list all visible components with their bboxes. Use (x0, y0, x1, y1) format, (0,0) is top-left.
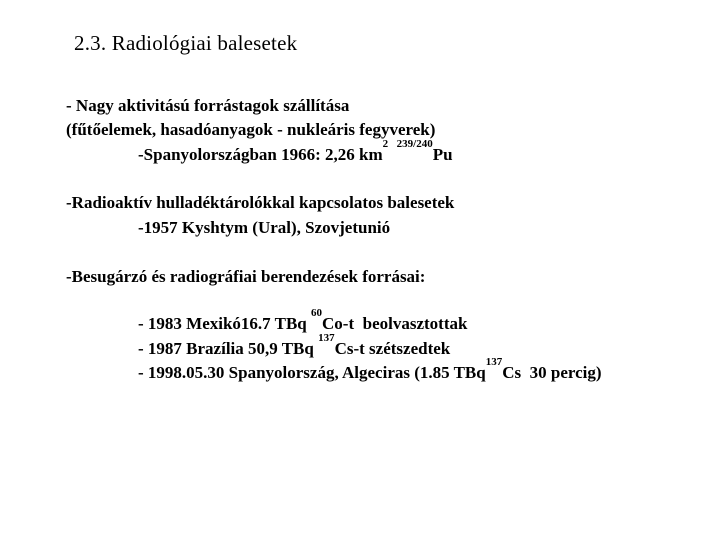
section-3-line-3 (138, 332, 451, 358)
section-1-line-2: (fűtőelemek, hasadóanyagok - nukleáris fegyverek) (66, 120, 436, 139)
cs-isotope-sup-2: 137 (485, 356, 503, 368)
spain-1966-text: -Spanyolországban 1966: 2,26 km (138, 145, 383, 164)
pu-element-text: Pu (432, 145, 453, 164)
section-2-line-1: -Radioaktív hulladéktárolókkal kapcsolatos balesetek (66, 193, 455, 212)
slide-title: 2.3. Radiológiai balesetek (74, 31, 298, 55)
section-3-line-1: -Besugárzó és radiográfiai berendezések forrásai: (66, 267, 426, 286)
cs-text: Cs-t szétszedtek (334, 339, 451, 358)
section-3-line-2 (138, 307, 468, 333)
section-1-line-3 (138, 138, 453, 164)
brazil-1987-text: - 1987 Brazília 50,9 TBq (138, 339, 319, 358)
pu-isotope-sup: 239/240 (396, 138, 433, 150)
km-squared-sup: 2 (382, 138, 389, 150)
cs-isotope-sup: 137 (318, 332, 335, 344)
section-2-line-2: -1957 Kyshtym (Ural), Szovjetunió (138, 218, 391, 237)
section-3-line-4 (138, 356, 602, 382)
spain-1998-text: - 1998.05.30 Spanyolország, Algeciras (1.85 TBq (138, 363, 486, 382)
co-isotope-sup: 60 (311, 307, 323, 319)
cs-percig-text: Cs 30 percig) (502, 363, 602, 382)
spacer (388, 145, 397, 164)
co-text: Co-t beolvasztottak (322, 314, 468, 333)
mexico-1983-text: - 1983 Mexikó16.7 TBq (138, 314, 312, 333)
section-1-line-1: - Nagy aktivitású forrástagok szállítása (66, 96, 350, 115)
